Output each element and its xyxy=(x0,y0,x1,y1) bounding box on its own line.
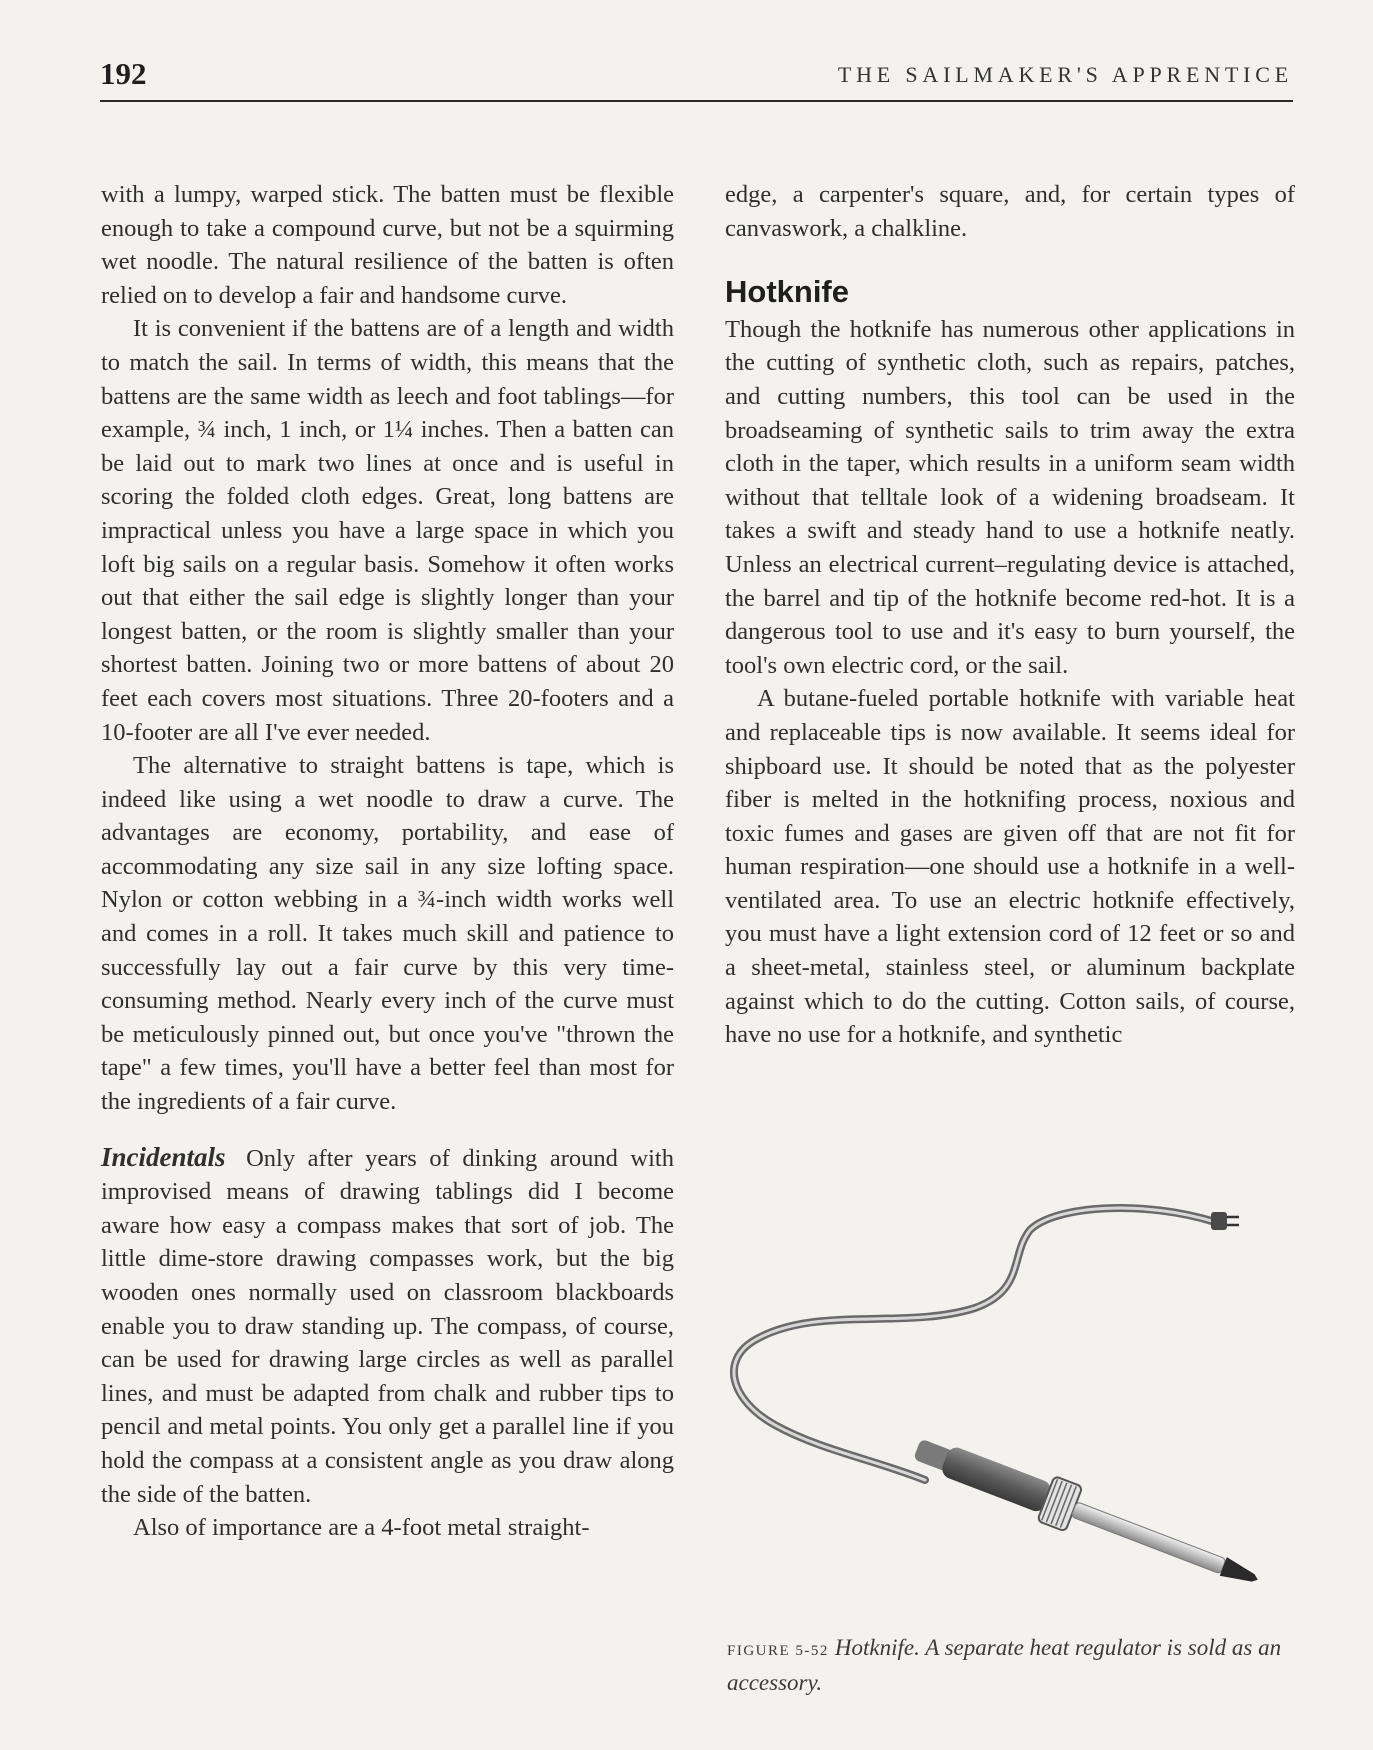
body-paragraph: Also of importance are a 4-foot metal straight- xyxy=(133,1514,590,1542)
body-paragraph: Though the hotknife has numerous other applications in the cutting of synthetic cloth, such as repairs, patches, and cutting numbers, this tool can be used in the broadseaming of synthetic sails to trim away the extra cloth in the taper, which results in a uniform seam width without that telltale look of a widening broadseam. It takes a swift and steady hand to use a hotknife neatly. Unless an electrical current–regulating device is attached, the barrel and tip of the hotknife become red-hot. It is a dangerous tool to use and it's easy to burn yourself, the tool's own electric cord, or the sail. xyxy=(725,315,1295,679)
plug xyxy=(1211,1212,1239,1230)
header-rule xyxy=(100,100,1293,102)
incidentals-heading: Incidentals xyxy=(101,1141,226,1172)
hotknife-body xyxy=(908,1427,1266,1600)
body-paragraph: A butane-fueled portable hotknife with variable heat and replaceable tips is now available. It seems ideal for shipboard use. It should be noted that as the polyester fiber is melted in the hotknifing process, noxious and toxic fumes and gases are given off that are not fit for human respiration—one should use a hotknife in a well-ventilated area. To use an electric hotknife effectively, you must have a light extension cord of 12 feet or so and a sheet-metal, stainless steel, or aluminum backplate against which to do the cutting. Cotton sails, of course, have no use for a hotknife, and synthetic xyxy=(725,685,1295,1049)
figure-caption-text: Hotknife. A separate heat regulator is sold as an accessory. xyxy=(727,1635,1282,1695)
section-heading-hotknife: Hotknife xyxy=(725,274,849,310)
incidentals-paragraph xyxy=(101,1141,674,1512)
body-paragraph: It is convenient if the battens are of a length and width to match the sail. In terms of width, this means that the battens are the same width as leech and foot tablings—for example, ¾ inch, 1 inch, or 1¼ inches. Then a batten can be laid out to mark two lines at once and is useful in scoring the folded cloth edges. Great, long battens are impractical unless you have a large space in which you loft big sails on a regular basis. Somehow it often works out that either the sail edge is slightly longer than your longest batten, or the room is slightly smaller than your shortest batten. Joining two or more battens of about 20 feet each covers most situations. Three 20-footers and a 10-footer are all I've ever needed. xyxy=(101,315,674,746)
hotknife-drawing xyxy=(725,1190,1295,1600)
right-column xyxy=(725,178,1295,1052)
body-paragraph: edge, a carpenter's square, and, for certain types of canvaswork, a chalkline. xyxy=(725,181,1295,242)
body-paragraph: The alternative to straight battens is tape, which is indeed like using a wet noodle to draw a curve. The advantages are economy, portability, and ease of accommodating any size sail in any size lofting space. Nylon or cotton webbing in a ¾-inch width works well and comes in a roll. It takes much skill and patience to successfully lay out a fair curve by this very time-consuming method. Nearly every inch of the curve must be meticulously pinned out, but once you've "thrown the tape" a few times, you'll have a better feel than most for the ingredients of a fair curve. xyxy=(101,752,674,1116)
running-head: THE SAILMAKER'S APPRENTICE xyxy=(837,62,1293,87)
left-column xyxy=(101,178,674,1545)
body-paragraph: with a lumpy, warped stick. The batten must be flexible enough to take a compound curve, but not be a squirming wet noodle. The natural resilience of the batten is often relied on to develop a fair and handsome curve. xyxy=(101,181,674,309)
hotknife-illustration xyxy=(725,1190,1295,1600)
page-number: 192 xyxy=(100,56,147,91)
figure-caption xyxy=(727,1632,1287,1699)
incidentals-text: Only after years of dinking around with improvised means of drawing tablings did I become aware how easy a compass makes that sort of job. The little dime-store drawing compasses work, but the big wooden ones normally used on classroom blackboards enable you to draw standing up. The compass, of course, can be used for drawing large circles as well as parallel lines, and must be adapted from chalk and rubber tips to pencil and metal points. You only get a parallel line if you hold the compass at a consistent angle as you draw along the side of the batten. xyxy=(101,1144,674,1508)
power-cord xyxy=(734,1208,1215,1480)
figure-label: FIGURE 5-52 xyxy=(727,1643,829,1659)
